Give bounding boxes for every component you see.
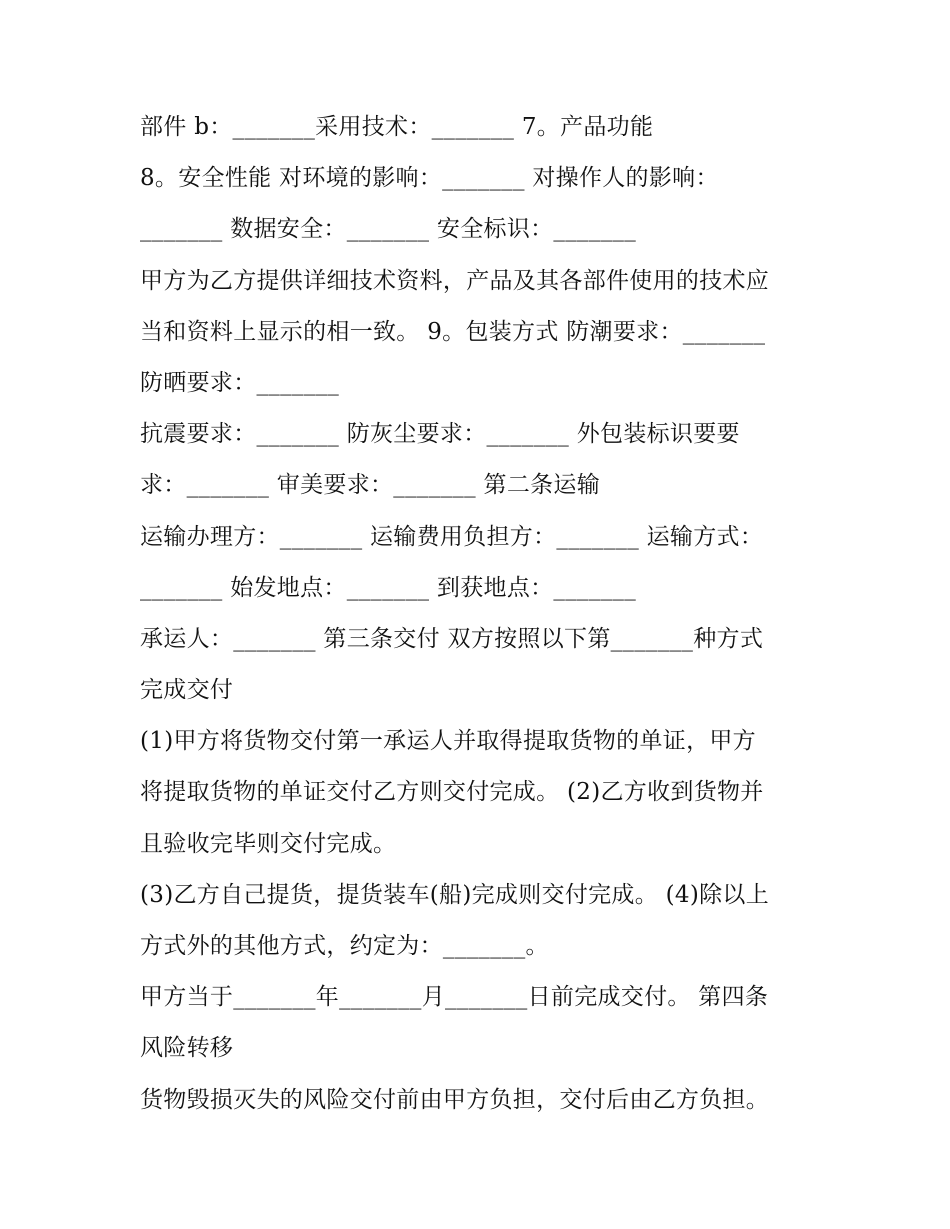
text-line: 求：_______ 审美要求：_______ 第二条运输 xyxy=(140,472,601,499)
text-line: 完成交付 xyxy=(140,677,234,704)
text-line: _______ 数据安全：_______ 安全标识：_______ xyxy=(140,216,637,243)
text-line: 当和资料上显示的相一致。 9。包装方式 防潮要求：_______ xyxy=(140,318,766,345)
text-line: 将提取货物的单证交付乙方则交付完成。 (2)乙方收到货物并 xyxy=(140,779,764,806)
text-line: 抗震要求：_______ 防灰尘要求：_______ 外包装标识要要 xyxy=(140,421,740,448)
text-line: 风险转移 xyxy=(140,1035,234,1062)
text-line: (3)乙方自己提货，提货装车(船)完成则交付完成。 (4)除以上 xyxy=(140,881,770,908)
text-line: 部件 b：_______采用技术：_______ 7。产品功能 xyxy=(140,114,654,140)
text-line: 承运人：_______ 第三条交付 双方按照以下第_______种方式 xyxy=(140,625,764,652)
text-line: 方式外的其他方式，约定为：_______。 xyxy=(140,933,549,959)
document-body xyxy=(140,102,830,1126)
text-line: 甲方为乙方提供详细技术资料，产品及其各部件使用的技术应 xyxy=(140,267,770,294)
text-line: 运输办理方：_______ 运输费用负担方：_______ 运输方式： xyxy=(140,523,764,550)
text-line: 货物毁损灭失的风险交付前由甲方负担，交付后由乙方负担。 xyxy=(140,1086,770,1113)
text-line: 甲方当于_______年_______月_______日前完成交付。 第四条 xyxy=(140,984,769,1011)
text-line: _______ 始发地点：_______ 到获地点：_______ xyxy=(140,574,637,601)
text-line: 8。安全性能 对环境的影响：_______ 对操作人的影响： xyxy=(140,165,719,192)
text-line: (1)甲方将货物交付第一承运人并取得提取货物的单证，甲方 xyxy=(140,728,756,755)
text-line: 防晒要求：_______ xyxy=(140,369,340,396)
text-line: 且验收完毕则交付完成。 xyxy=(140,830,397,857)
